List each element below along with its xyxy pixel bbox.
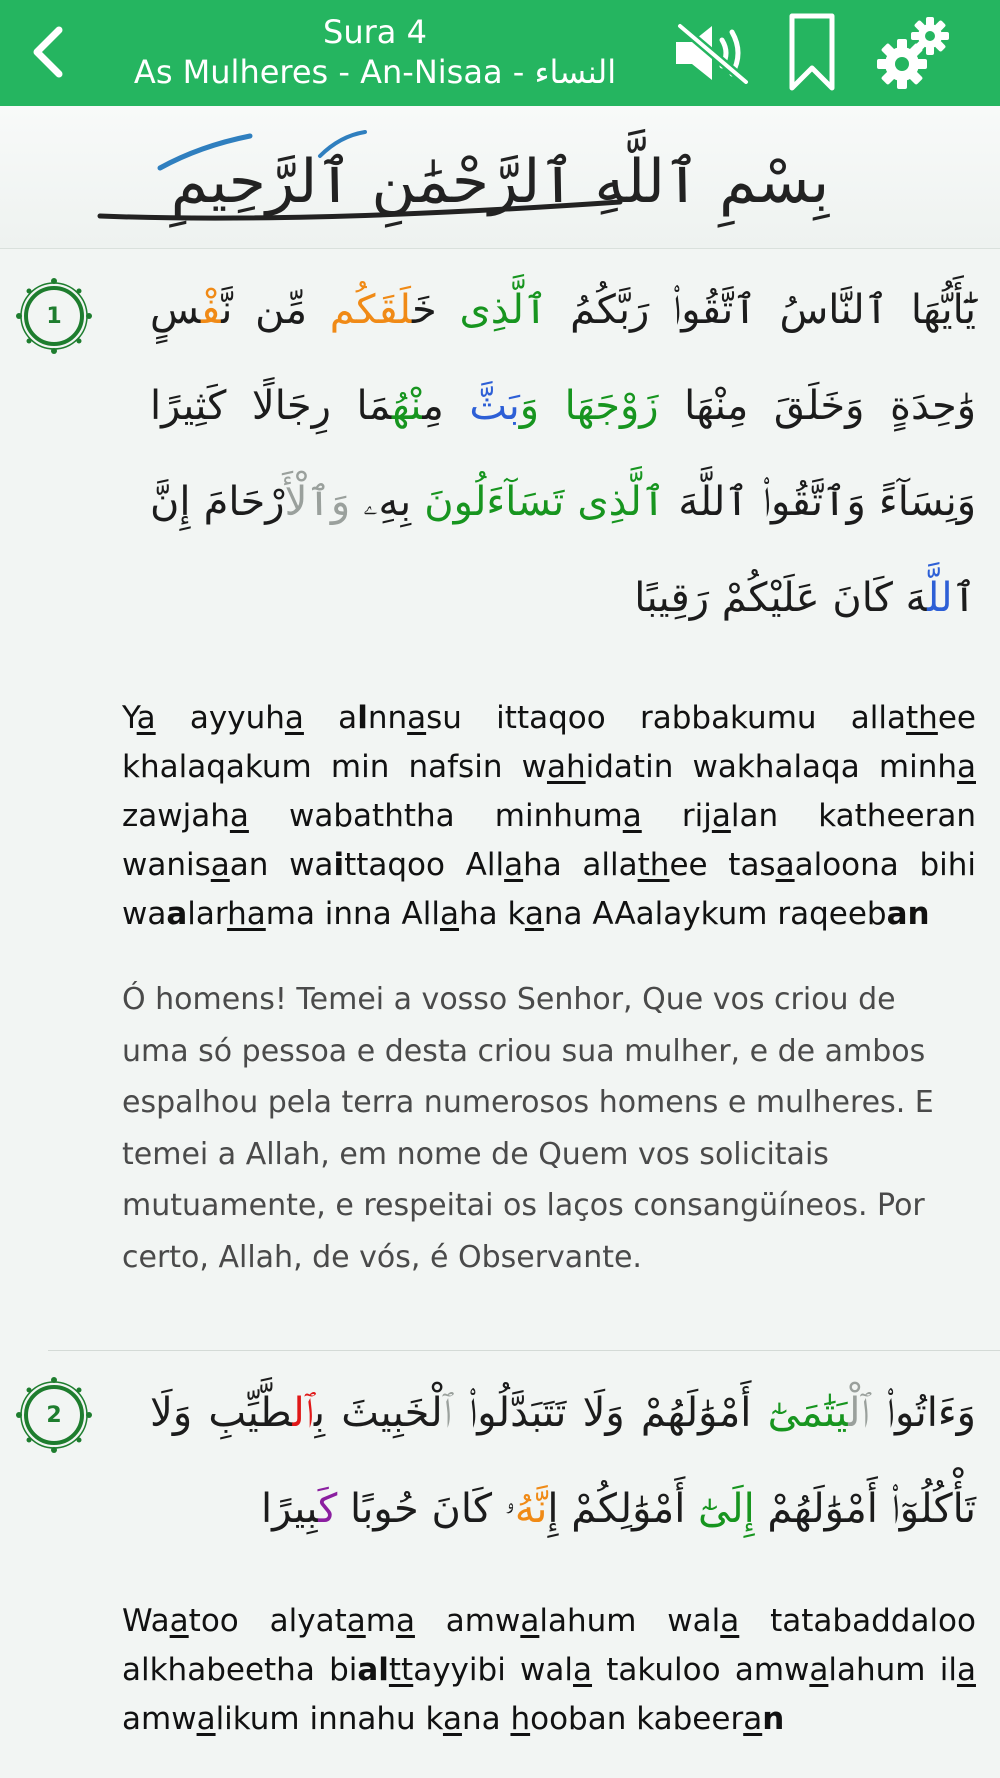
back-button[interactable]: [22, 22, 72, 82]
verse-number: 2: [46, 1402, 62, 1428]
settings-button[interactable]: [872, 14, 952, 96]
arabic-verse-text: يَٰٓأَيُّهَا ٱلنَّاسُ ٱتَّقُوا۟ رَبَّكُمُ ٱلَّذِى خَلَقَكُم مِّن نَّفْسٍ وَٰحِدَةٍ وَخَلَقَ مِنْهَا زَوْجَهَا وَبَثَّ مِنْهُمَا رِجَالًا كَثِيرًا وَنِسَآءً وَٱتَّقُوا۟ ٱللَّهَ ٱلَّذِى تَسَآءَلُونَ بِهِۦ وَٱلْأَرْحَامَ إِنَّ ٱللَّهَ كَانَ عَلَيْكُمْ رَقِيبًا: [150, 287, 977, 621]
arabic-verse-text: وَءَاتُوا۟ ٱلْيَتَٰمَىٰٓ أَمْوَٰلَهُمْ وَلَا تَتَبَدَّلُوا۟ ٱلْخَبِيثَ بِٱلطَّيِّبِ وَلَا تَأْكُلُوٓا۟ أَمْوَٰلَهُمْ إِلَىٰٓ أَمْوَٰلِكُمْ إِنَّهُۥ كَانَ حُوبًا كَبِيرًا: [150, 1390, 976, 1532]
transliteration-text: Ya ayyuha alnnasu ittaqoo rabbakumu allathee khalaqakum min nafsin wahidatin wakhalaqa minha zawjaha wabaththa minhuma rijalan katheeran wanisaan waittaqoo Allaha allathee tasaaloona bihi waalarhama inna Allaha kana AAalaykum raqeeban: [122, 700, 977, 932]
bookmark-button[interactable]: [788, 12, 836, 96]
verse-number-badge: [16, 278, 92, 354]
verse-divider: [48, 1350, 1000, 1351]
gear-icon: [872, 14, 952, 92]
top-navigation-bar: [0, 0, 1000, 106]
chevron-left-icon: [29, 24, 65, 80]
verse-number-badge: [16, 1377, 92, 1453]
bismillah-banner: [0, 106, 1000, 249]
sura-title: [110, 12, 640, 92]
sura-name-title: As Mulheres - An-Nisaa - النساء: [133, 53, 617, 91]
svg-text:بِسْمِ ٱللَّهِ ٱلرَّحْمَٰنِ ٱل: بِسْمِ ٱللَّهِ ٱلرَّحْمَٰنِ ٱلرَّحِيمِ: [170, 147, 830, 217]
bismillah-calligraphy: [0, 106, 1000, 248]
bookmark-icon: [788, 12, 836, 92]
transliteration-text: Waatoo alyatama amwalahum wala tatabaddaloo alkhabeetha bialttayyibi wala takuloo amwalahum ila amwalikum innahu kana hooban kabeeran: [122, 1603, 976, 1737]
translation-text: Ó homens! Temei a vosso Senhor, Que vos criou de uma só pessoa e desta criou sua mulher, e de ambos espalhou pela terra numerosos homens e mulheres. E temei a Allah, em nome de Quem vos solicitais mutuamente, e respeitai os laços consangüíneos. Por certo, Allah, de vós, é Observante.: [122, 982, 934, 1275]
sura-number-title: Sura 4: [323, 13, 427, 51]
verse-number: 1: [46, 303, 62, 329]
mute-audio-button[interactable]: [672, 22, 752, 88]
speaker-muted-icon: [672, 22, 752, 84]
